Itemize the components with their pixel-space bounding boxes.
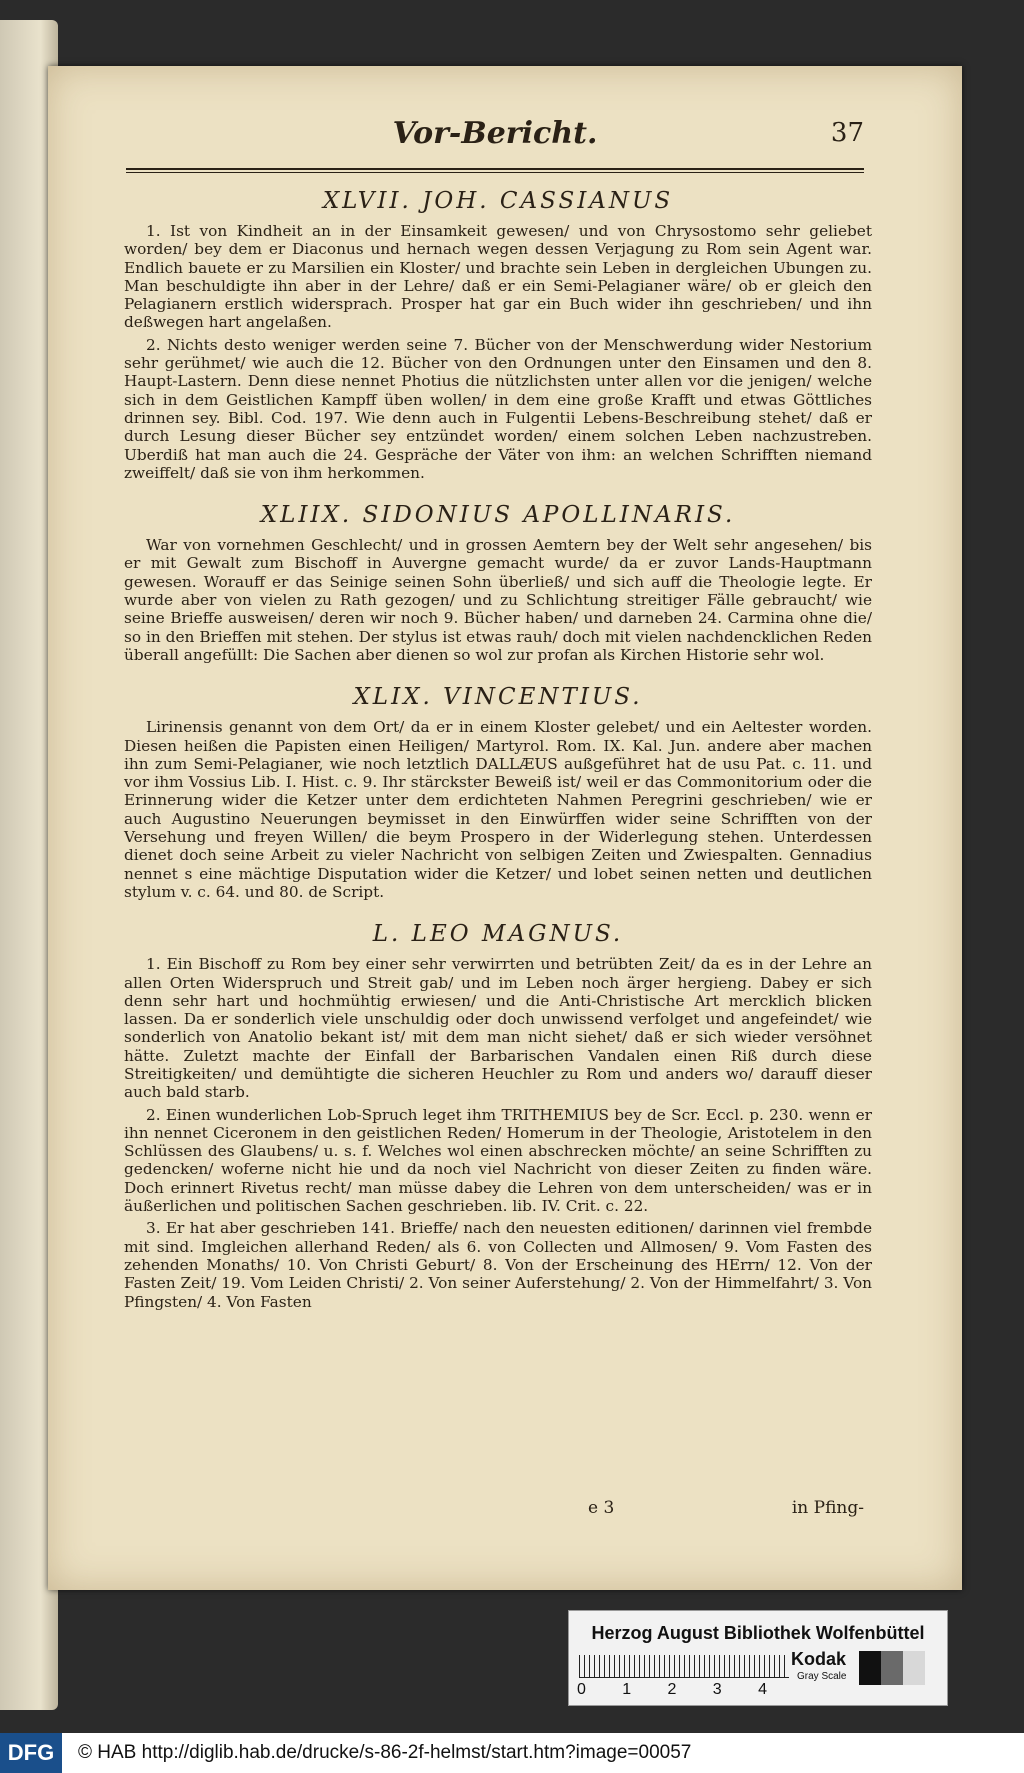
ruler-numbers [577, 1681, 767, 1699]
ruler-number: 2 [667, 1681, 677, 1698]
copyright-link[interactable]: © HAB http://diglib.hab.de/drucke/s-86-2f-helmst/start.htm?image=00057 [78, 1742, 692, 1763]
catchword: in Pfing- [791, 1498, 864, 1518]
kodak-logo: Kodak [791, 1649, 847, 1669]
gray-scale-label: Gray Scale [797, 1671, 847, 1682]
ruler-number: 0 [577, 1681, 586, 1698]
section-heading: XLIX. VINCENTIUS. [353, 684, 643, 711]
page-text [124, 188, 872, 1315]
dfg-logo[interactable]: DFG [0, 1733, 62, 1773]
ruler-number: 4 [758, 1681, 767, 1698]
paragraph: War von vornehmen Geschlecht/ und in grossen Aemtern bey der Welt sehr angesehen/ bis er mit Gewalt zum Bischoff in Auvergne gemacht wurde/ da er zuvor Lands-Hauptmann gewesen. Worauff er das Seinige seinen Sohn überließ/ und sich auff die Theologie legte. Er wurde aber von vielen zu Rath gezogen/ und zu Schlichtung streitiger Fälle gebraucht/ wie seine Brieffe ausweisen/ deren wir noch 9. Bücher haben/ und darneben 24. Carmina ohne die/ so in den Brieffen mit stehen. Der stylus ist etwas rauh/ doch mit vielen nachdencklichen Reden überall angefüllt: Die Sachen aber dienen so wol zur profan als Kirchen Historie sehr wol. [124, 536, 872, 664]
ruler-scale [579, 1655, 789, 1678]
header-rule [126, 168, 864, 173]
viewer-footer-bar [0, 1733, 1024, 1773]
ruler-number: 3 [712, 1681, 722, 1698]
library-name: Herzog August Bibliothek Wolfenbüttel [591, 1623, 925, 1643]
paragraph: 3. Er hat aber geschrieben 141. Brieffe/ nach den neuesten editionen/ darinnen viel frembde mit sind. Imgleichen allerhand Reden/ als 6. von Collecten und Allmosen/ 9. Vom Fasten des zehenden Monaths/ 10. Von Christi Geburt/ 8. Von der Erscheinung des HErrn/ 12. Von der Fasten Zeit/ 19. Vom Leiden Christi/ 2. Von seiner Auferstehung/ 2. Von der Himmelfahrt/ 3. Von Pfingsten/ 4. Von Fasten [124, 1219, 872, 1311]
paragraph: 2. Einen wunderlichen Lob-Spruch leget ihm TRITHEMIUS bey de Scr. Eccl. p. 230. wenn er ihn nennet Ciceronem in den geistlichen Reden/ Homerum in der Theologie, Aristotelem in den Schlüssen des Glaubens/ u. s. f. Welches wol einen abschrecken möchte/ an seine Schrifften zu gedencken/ woferne nicht hie und da noch viel Nachricht von dieser Zeiten zu finden wäre. Doch erinnert Rivetus recht/ man müsse dabey die Lehren von dem unterscheiden/ was er in äußerlichen und politischen Sachen geschrieben. lib. IV. Crit. c. 22. [124, 1105, 872, 1216]
section-heading: XLVII. JOH. CASSIANUS [322, 188, 674, 214]
paragraph: 1. Ist von Kindheit an in der Einsamkeit gewesen/ und von Chrysostomo sehr geliebet worden/ bey dem er Diaconus und hernach wegen dessen Verjagung zu Rom sein Agent war. Endlich bauete er zu Marsilien ein Kloster/ und brachte sein Leben in dergleichen Ubungen zu. Man beschuldigte ihn aber in der Lehre/ daß er ein Semi-Pelagianer wäre/ ob er gleich den Pelagianern erstlich widersprach. Prosper hat gar ein Buch wider ihn geschrieben/ und ihn deßwegen hart angelaßen. [124, 222, 872, 332]
signature-mark: e 3 [588, 1498, 615, 1518]
gray-swatch-dark [881, 1651, 903, 1685]
paragraph: Lirinensis genannt von dem Ort/ da er in einem Kloster gelebet/ und ein Aeltester worden. Diesen heißen die Papisten einen Heiligen/ Martyrol. Rom. IX. Kal. Jun. andere aber machen ihn zum Semi-Pelagianer, wie noch letztlich DALLÆUS außgeführet hat de usu Pat. c. 11. und vor ihm Vossius Lib. I. Hist. c. 9. Ihr stärckster Beweiß ist/ weil er das Commonitorium oder die Erinnerung wider die Ketzer unter dem erdichteten Nahmen Peregrini geschrieben/ wie er auch Augustino Neuerungen beymisset in den Einwürffen wider seine Schrifften von der Versehung und freyen Willen/ die beym Prospero in der Widerlegung stehen. Unterdessen dienet doch seine Arbeit zu vieler Nachricht von selbigen Zeiten und Zwiespalten. Gennadius nennet s eine mächtige Disputation wider die Ketzer/ und lobet seinen netten und deutlichen stylum v. c. 64. und 80. de Script. [124, 718, 872, 901]
page-footer [126, 1498, 864, 1524]
book-page [48, 66, 962, 1590]
gray-swatch-light [903, 1651, 925, 1685]
paragraph: 2. Nichts desto weniger werden seine 7. Bücher von der Menschwerdung wider Nestorium sehr gerühmet/ wie auch die 12. Bücher von den Ordnungen unter den Einsamen und den 8. Haupt-Lastern. Denn diese nennet Photius die nützlichsten unter allen vor die jenigen/ welche sich in dem Geistlichen Kampff üben wollen/ in dem eine große Krafft und etwas Göttliches drinnen sey. Bibl. Cod. 197. Wie denn auch in Fulgentii Lebens-Beschreibung stehet/ daß er durch Lesung dieser Bücher sey entzündet worden/ einem solchen Leben nachzustreben. Uberdiß hat man auch die 24. Gespräche der Väter von ihm: an welchen Schrifften niemand zweiffelt/ daß sie von ihm herkommen. [124, 335, 872, 482]
paragraph: 1. Ein Bischoff zu Rom bey einer sehr verwirrten und betrübten Zeit/ da es in der Lehre an allen Orten Widerspruch und Streit gab/ und im Leben noch ärger hergieng. Dabey er sich denn sehr hart und hochmühtig erwiesen/ und die Anti-Christische Art mercklich blicken lassen. Da er sonderlich viele unschuldig oder doch unwissend verfolget und angefeindet/ wie sonderlich von Anatolio bekant ist/ mit dem man nicht siehet/ daß er sich wieder versöhnet hätte. Zuletzt machte der Einfall der Barbarischen Vandalen einen Riß durch diese Streitigkeiten/ und demühtigte die sicheren Heuchler zu Rom und anders wo/ darauff dieser auch bald starb. [124, 955, 872, 1102]
section-heading: XLIIX. SIDONIUS APOLLINARIS. [260, 502, 736, 529]
color-target-card [568, 1610, 948, 1706]
running-head: Vor-Bericht. [392, 116, 598, 151]
gray-swatch-black [859, 1651, 881, 1685]
ruler-number: 1 [622, 1681, 632, 1698]
page-number: 37 [830, 118, 864, 148]
page-header [126, 116, 864, 172]
section-heading: L. LEO MAGNUS. [372, 921, 624, 948]
